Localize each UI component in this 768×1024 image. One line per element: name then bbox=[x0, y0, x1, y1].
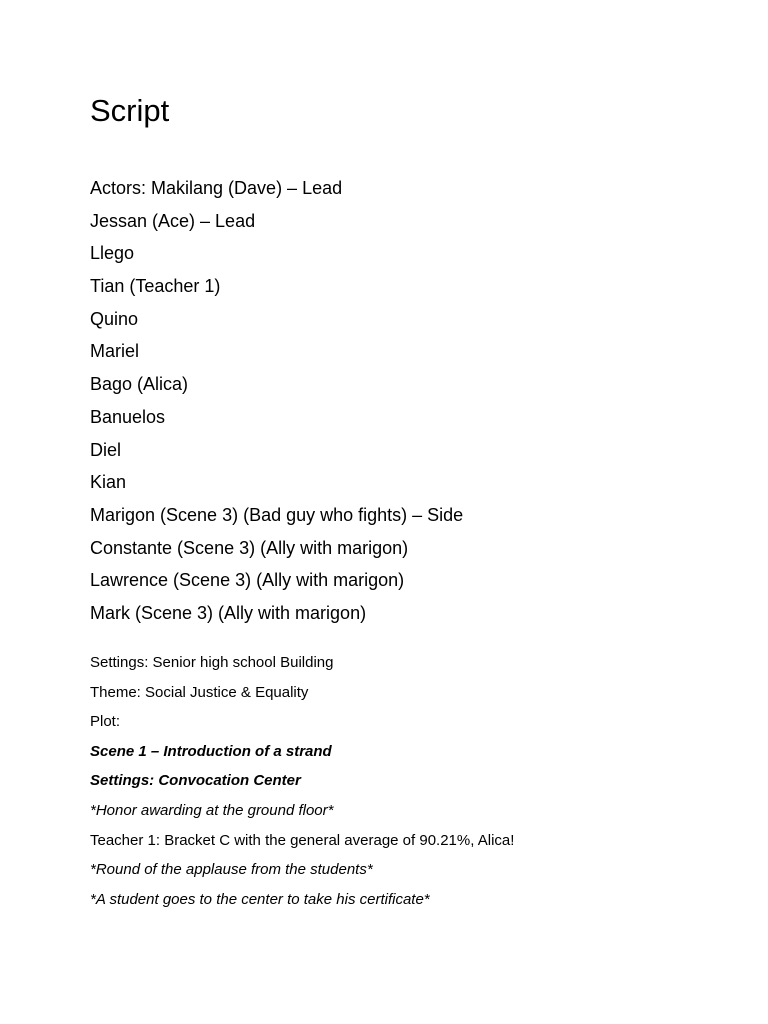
script-details bbox=[90, 648, 514, 914]
actor-line: Mark (Scene 3) (Ally with marigon) bbox=[90, 602, 367, 623]
dialogue-line: Teacher 1: Bracket C with the general average of 90.21%, Alica! bbox=[90, 831, 515, 849]
stage-direction: *A student goes to the center to take his certificate* bbox=[90, 890, 430, 908]
actor-line: Lawrence (Scene 3) (Ally with marigon) bbox=[90, 570, 405, 591]
actors-list bbox=[90, 172, 463, 630]
actor-line: Mariel bbox=[90, 341, 140, 362]
actor-line: Bago (Alica) bbox=[90, 374, 189, 395]
settings-line: Settings: Senior high school Building bbox=[90, 654, 334, 671]
plot-label: Plot: bbox=[90, 713, 121, 731]
actor-line: Diel bbox=[90, 439, 122, 460]
actor-line: Marigon (Scene 3) (Bad guy who fights) – Side bbox=[90, 504, 464, 525]
actor-line: Quino bbox=[90, 308, 139, 329]
scene-settings: Settings: Convocation Center bbox=[90, 772, 301, 790]
stage-direction: *Round of the applause from the students* bbox=[90, 861, 373, 879]
stage-direction: *Honor awarding at the ground floor* bbox=[90, 801, 334, 819]
actor-line: Llego bbox=[90, 243, 135, 264]
actor-line: Kian bbox=[90, 472, 127, 493]
actor-line: Constante (Scene 3) (Ally with marigon) bbox=[90, 537, 409, 558]
theme-line: Theme: Social Justice & Equality bbox=[90, 683, 309, 701]
actor-line: Tian (Teacher 1) bbox=[90, 276, 221, 297]
actor-line: Actors: Makilang (Dave) – Lead bbox=[90, 178, 343, 198]
actor-line: Jessan (Ace) – Lead bbox=[90, 210, 256, 231]
scene-heading: Scene 1 – Introduction of a strand bbox=[90, 742, 332, 760]
document-title: Script bbox=[90, 93, 170, 128]
actor-line: Banuelos bbox=[90, 406, 166, 427]
